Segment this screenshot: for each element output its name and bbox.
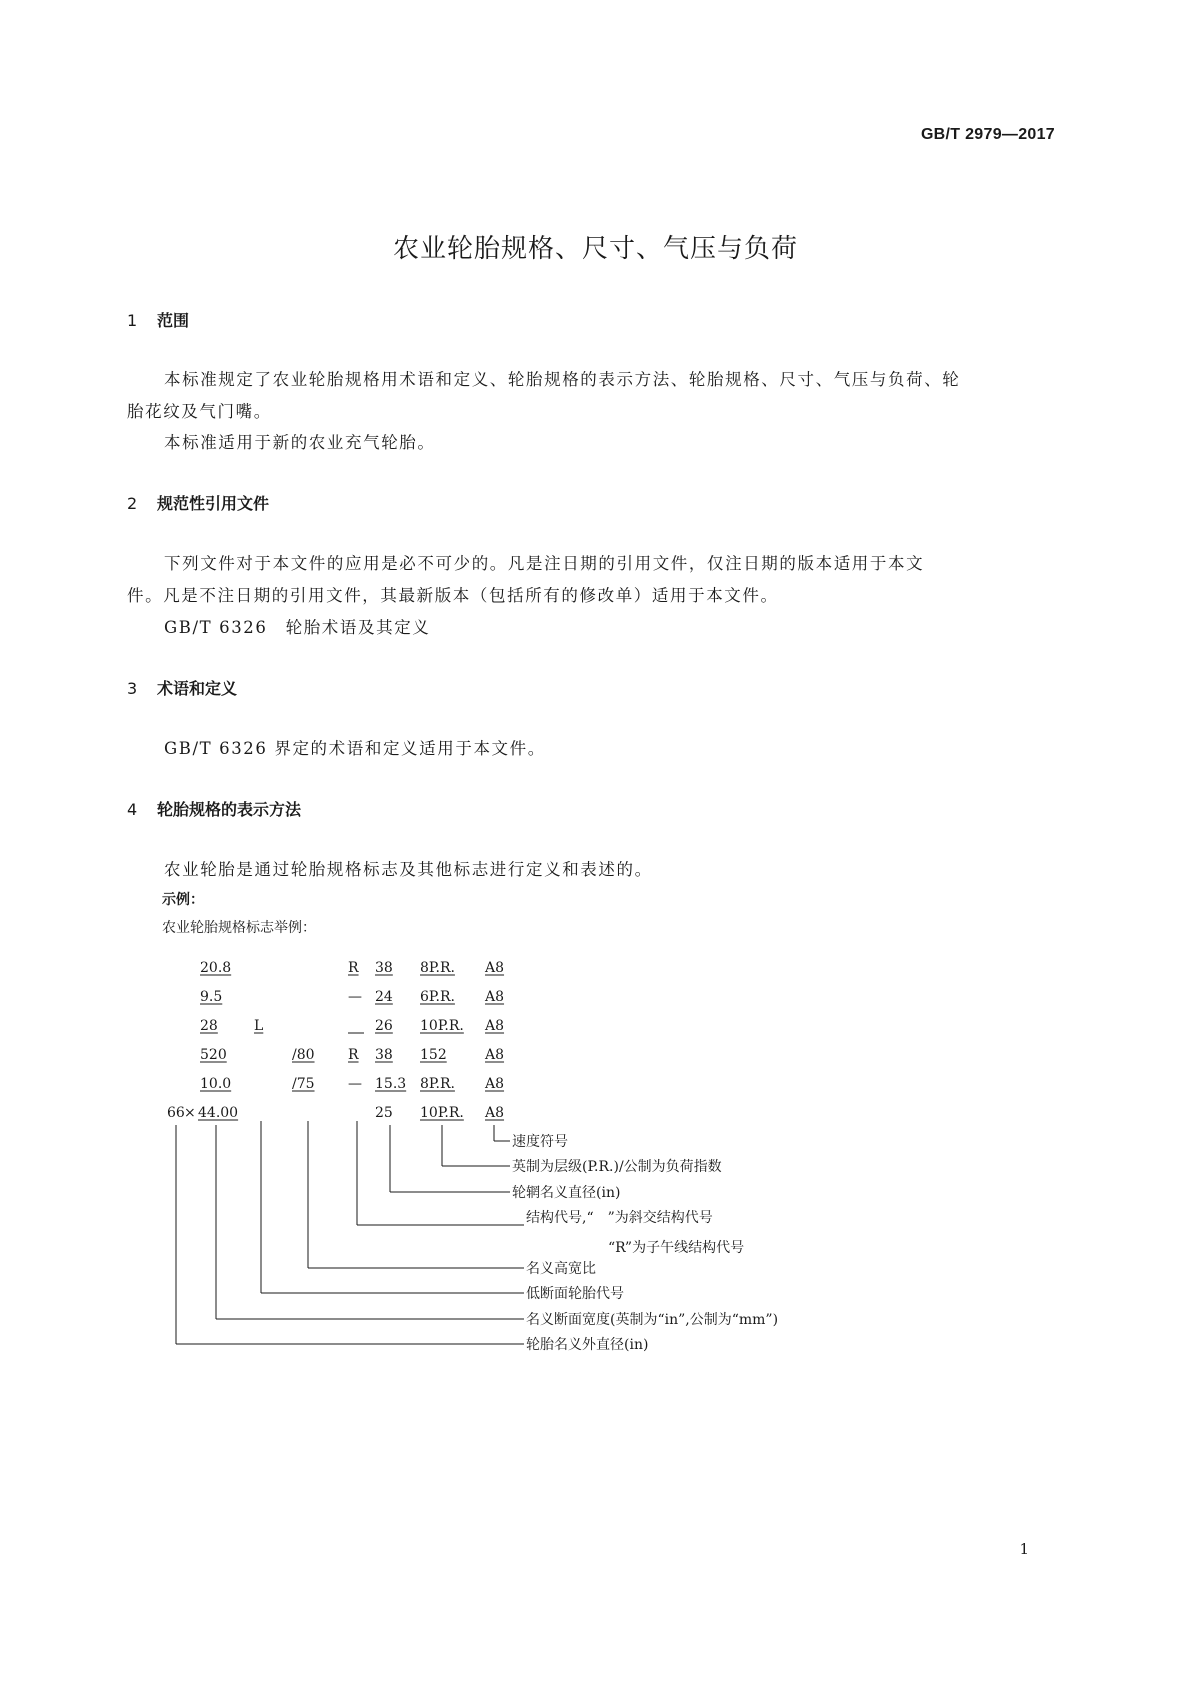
times-sign: ×	[184, 1105, 196, 1121]
speed-symbol-code: A8	[485, 1047, 505, 1063]
example-label: 示例：	[162, 892, 204, 908]
speed-symbol-code: A8	[485, 1018, 505, 1034]
ply-rating-code: 8P.R.	[420, 960, 455, 976]
label-speed-symbol: 速度符号	[512, 1134, 568, 1150]
low-section-code: L	[254, 1018, 264, 1034]
rim-diameter-code: 38	[375, 960, 393, 976]
reference-item: GB/T 6326 轮胎术语及其定义	[164, 618, 431, 637]
section-title: 轮胎规格的表示方法	[157, 800, 302, 819]
speed-symbol-code: A8	[485, 1076, 505, 1092]
ply-rating-code: 152	[420, 1047, 447, 1063]
section-width-code: 20.8	[200, 960, 232, 976]
section-width-code: 9.5	[200, 989, 223, 1005]
rim-diameter-code: 24	[375, 989, 393, 1005]
label-rim-diameter: 轮辋名义直径(in)	[512, 1185, 621, 1201]
label-construction-radial: “R”为子午线结构代号	[608, 1240, 745, 1256]
section-width-code: 520	[200, 1047, 227, 1063]
section-title: 术语和定义	[157, 679, 238, 698]
ply-rating-code: 6P.R.	[420, 989, 455, 1005]
diagram-labels	[512, 1133, 778, 1353]
label-section-width: 名义断面宽度(英制为“in”,公制为“mm”)	[526, 1312, 779, 1328]
paragraph: 胎花纹及气门嘴。	[127, 402, 272, 421]
paragraph: 本标准适用于新的农业充气轮胎。	[164, 433, 436, 452]
ply-rating-code: 8P.R.	[420, 1076, 455, 1092]
construction-code: R	[348, 1047, 359, 1063]
construction-code: —	[348, 1076, 362, 1092]
section-number: 3	[127, 679, 138, 698]
speed-symbol-code: A8	[485, 1105, 505, 1121]
label-construction: 结构代号,“ ”为斜交结构代号	[526, 1210, 713, 1226]
rim-diameter-code: 15.3	[375, 1076, 407, 1092]
paragraph: 下列文件对于本文件的应用是必不可少的。凡是注日期的引用文件，仅注日期的版本适用于本文	[164, 554, 925, 573]
example-caption: 农业轮胎规格标志举例：	[162, 920, 316, 936]
rim-diameter-code: 26	[375, 1018, 393, 1034]
label-outer-diameter: 轮胎名义外直径(in)	[526, 1337, 649, 1353]
paragraph: GB/T 6326 界定的术语和定义适用于本文件。	[164, 739, 546, 758]
section-title: 规范性引用文件	[157, 494, 270, 513]
rim-diameter-code: 38	[375, 1047, 393, 1063]
aspect-ratio-code: /75	[292, 1076, 315, 1092]
page-number: 1	[1019, 1540, 1029, 1558]
label-ply-rating: 英制为层级(P.R.)/公制为负荷指数	[512, 1159, 722, 1175]
designation-rows	[167, 960, 504, 1121]
speed-symbol-code: A8	[485, 989, 505, 1005]
section-width-code: 28	[200, 1018, 218, 1034]
label-aspect-ratio: 名义高宽比	[526, 1261, 596, 1277]
ply-rating-code: 10P.R.	[420, 1018, 464, 1034]
paragraph: 件。凡是不注日期的引用文件，其最新版本（包括所有的修改单）适用于本文件。	[127, 586, 779, 605]
construction-code: R	[348, 960, 359, 976]
paragraph: 农业轮胎是通过轮胎规格标志及其他标志进行定义和表述的。	[164, 860, 653, 879]
rim-diameter-code: 25	[375, 1105, 393, 1121]
section-number: 2	[127, 494, 138, 513]
aspect-ratio-code: /80	[292, 1047, 315, 1063]
standard-id: GB/T 2979—2017	[920, 126, 1055, 143]
section-title: 范围	[157, 311, 190, 330]
ply-rating-code: 10P.R.	[420, 1105, 464, 1121]
leader-lines	[176, 1121, 524, 1344]
section-number: 1	[127, 311, 138, 330]
label-low-section: 低断面轮胎代号	[526, 1286, 624, 1302]
section-width-code: 10.0	[200, 1076, 232, 1092]
section-width-code: 44.00	[198, 1105, 239, 1121]
page-title: 农业轮胎规格、尺寸、气压与负荷	[392, 234, 798, 264]
construction-code: —	[348, 989, 362, 1005]
section-number: 4	[127, 800, 138, 819]
outer-diameter-code: 66	[167, 1105, 185, 1121]
paragraph: 本标准规定了农业轮胎规格用术语和定义、轮胎规格的表示方法、轮胎规格、尺寸、气压与负荷、轮	[164, 370, 961, 389]
speed-symbol-code: A8	[485, 960, 505, 976]
